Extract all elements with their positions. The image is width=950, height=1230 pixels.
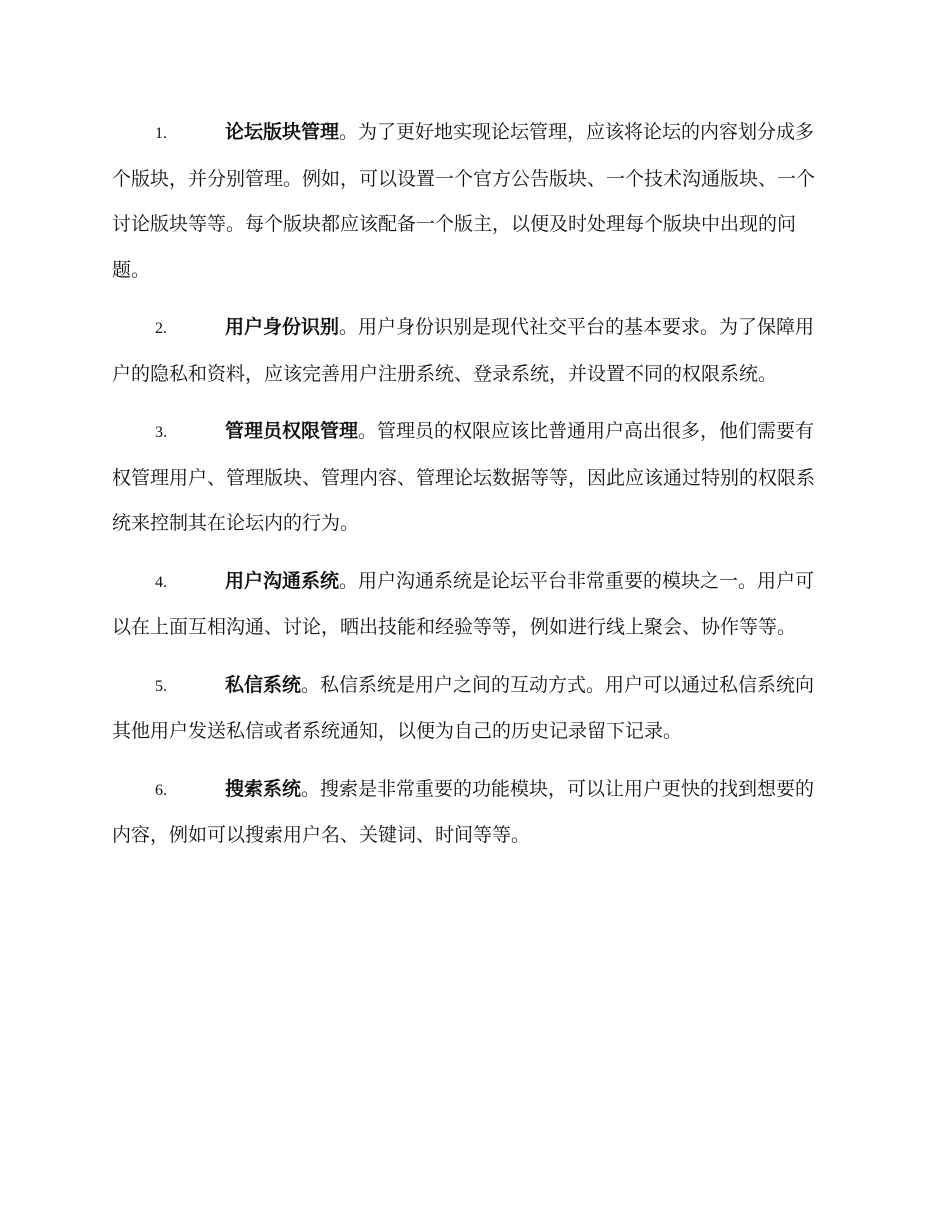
list-item: [112, 305, 832, 397]
item-number: 3.: [155, 424, 167, 441]
item-body: 。私信系统是用户之间的互动方式。用户可以通过私信系统向其他用户发送私信或者系统通知，以便为自己的历史记录留下记录。: [112, 673, 815, 742]
item-body: 。用户身份识别是现代社交平台的基本要求。为了保障用户的隐私和资料，应该完善用户注册系统、登录系统，并设置不同的权限系统。: [112, 316, 815, 385]
list-item: [112, 110, 832, 293]
item-body: 。用户沟通系统是论坛平台非常重要的模块之一。用户可以在上面互相沟通、讨论，晒出技能和经验等等，例如进行线上聚会、协作等等。: [112, 569, 815, 638]
item-body: 。为了更好地实现论坛管理，应该将论坛的内容划分成多个版块，并分别管理。例如，可以设置一个官方公告版块、一个技术沟通版块、一个讨论版块等等。每个版块都应该配备一个版主，以便及时处理每个版块中出现的问题。: [112, 121, 816, 281]
item-number: 2.: [155, 320, 167, 337]
list-item: [112, 767, 832, 859]
list-item: [112, 409, 832, 547]
item-body: 。管理员的权限应该比普通用户高出很多，他们需要有权管理用户、管理版块、管理内容、管理论坛数据等等，因此应该通过特别的权限系统来控制其在论坛内的行为。: [112, 420, 816, 534]
list-item: [112, 559, 832, 651]
item-number: 6.: [155, 781, 167, 799]
numbered-list: [112, 110, 832, 871]
item-number: 1.: [155, 125, 167, 142]
item-title: 用户身份识别: [225, 316, 340, 338]
item-title: 用户沟通系统: [225, 569, 340, 592]
item-title: 私信系统: [225, 673, 302, 696]
item-title: 管理员权限管理: [225, 420, 359, 442]
item-body: 。搜索是非常重要的功能模块，可以让用户更快的找到想要的内容，例如可以搜索用户名、关键词、时间等等。: [112, 777, 815, 846]
item-number: 5.: [155, 677, 167, 695]
list-item: [112, 663, 832, 755]
item-title: 论坛版块管理: [225, 121, 340, 143]
item-number: 4.: [155, 573, 167, 591]
item-title: 搜索系统: [225, 777, 302, 800]
